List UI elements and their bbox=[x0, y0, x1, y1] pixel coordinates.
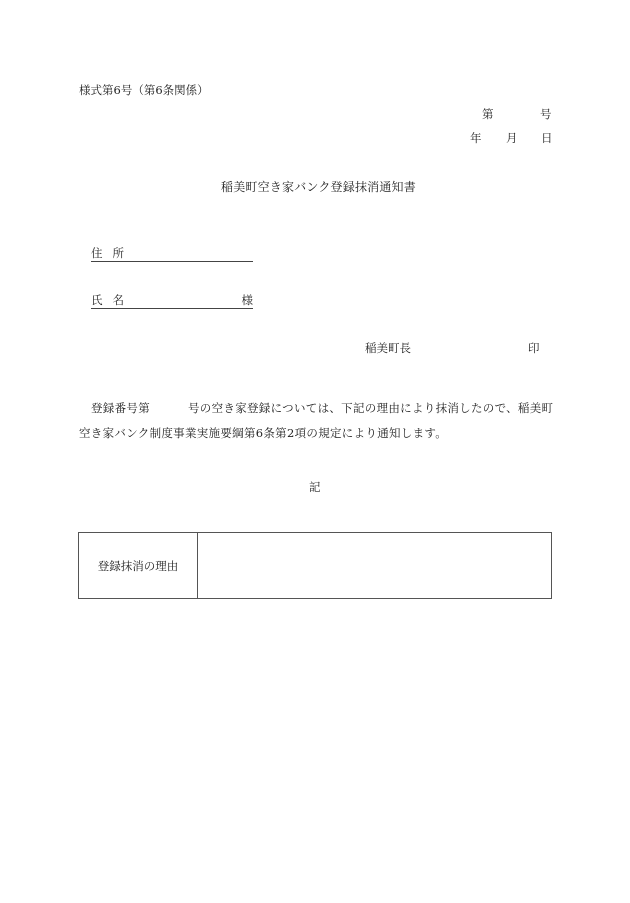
address-label: 住所 bbox=[91, 246, 134, 260]
form-number: 様式第6号（第6条関係） bbox=[79, 83, 209, 97]
name-field[interactable] bbox=[91, 292, 253, 309]
reason-label: 登録抹消の理由 bbox=[97, 558, 179, 573]
reason-value-cell[interactable] bbox=[198, 533, 551, 598]
notification-body bbox=[79, 396, 555, 446]
date-year: 年 bbox=[470, 131, 482, 145]
ki-heading: 記 bbox=[309, 480, 321, 494]
reason-label-cell bbox=[79, 533, 198, 598]
address-field[interactable] bbox=[91, 245, 253, 262]
mayor-title: 稲美町長 bbox=[365, 341, 411, 355]
date-month: 月 bbox=[506, 131, 518, 145]
honorific: 様 bbox=[241, 293, 253, 307]
date-day: 日 bbox=[541, 131, 553, 145]
body-part2: 号の空き家登録については、下記の理由により抹消したので、稲美町空き家バンク制度事業実施要綱第6条第2項の規定により通知します。 bbox=[79, 401, 554, 440]
seal-mark: 印 bbox=[528, 341, 540, 355]
document-title: 稲美町空き家バンク登録抹消通知書 bbox=[221, 180, 416, 194]
issue-number-suffix: 号 bbox=[540, 107, 552, 121]
name-label: 氏名 bbox=[91, 293, 134, 307]
reason-table bbox=[78, 532, 552, 599]
issue-number-prefix: 第 bbox=[482, 107, 494, 121]
body-part1: 登録番号第 bbox=[91, 401, 150, 415]
